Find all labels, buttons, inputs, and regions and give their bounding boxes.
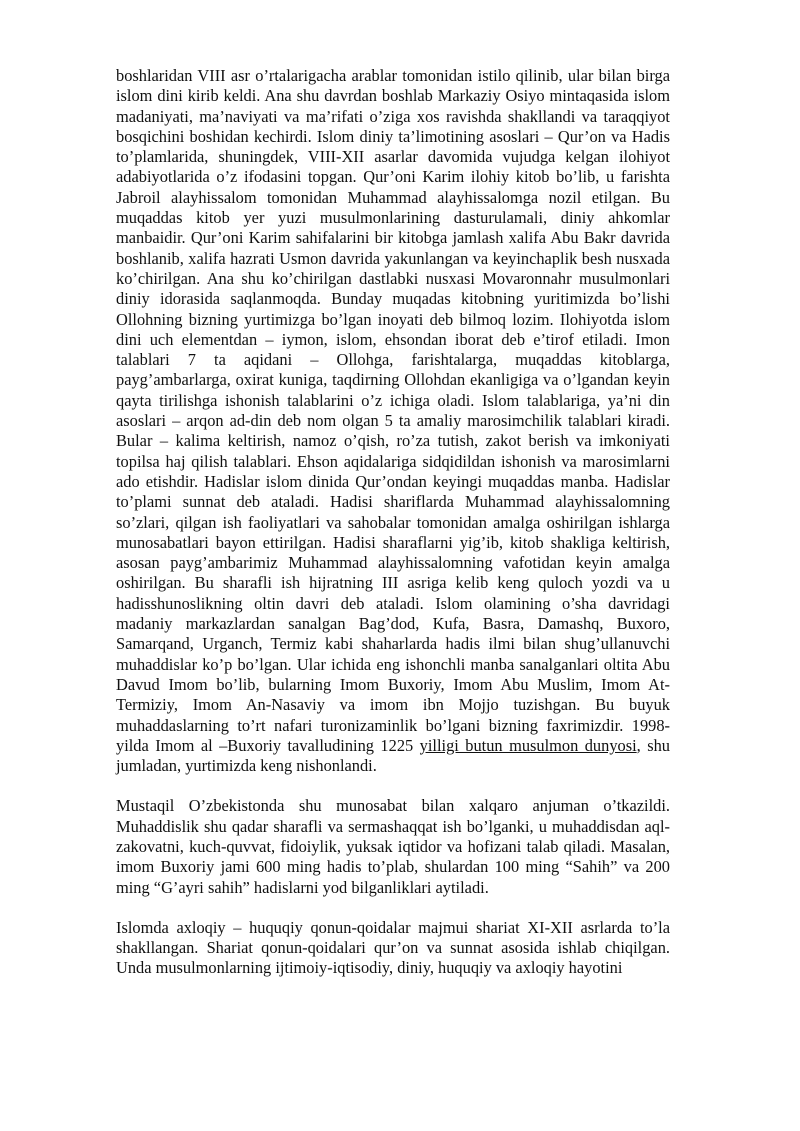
paragraph-1-tail: , shu jumladan, yurtimizda keng nishonlandi. — [116, 735, 670, 776]
paragraph-gap — [116, 776, 670, 796]
paragraph-1-text: boshlaridan VIII asr o’rtalarigacha arablar tomonidan istilo qilinib, ular bilan birga islom dini kirib keldi. Ana shu davrdan boshlab Markaziy Osiyo mintaqasida islom madaniyati, ma’naviyati va ma’rifati o’ziga xos ravishda shakllandi va taraqqiyot bosqichini boshidan kechirdi. Islom diniy ta’limotining asoslari – Qur’on va Hadis to’plamlarida, shuningdek, VIII-XII asarlar davomida vujudga kelgan ilohiyot adabiyotlarida o’z ifodasini topgan. Qur’oni Karim ilohiy kitob bo’lib, u farishta Jabroil alayhissalom tomonidan Muhammad alayhissalomga nozil etilgan. Bu muqaddas kitob yer yuzi musulmonlarining dasturulamali, diniy ahkomlar manbaidir. Qur’oni Karim sahifalarini bir kitobga jamlash xalifa Abu Bakr davrida boshlanib, xalifa hazrati Usmon davrida yakunlangan va keyinchaplik besh nusxada ko’chirilgan. Ana shu ko’chirilgan dastlabki nusxasi Movaronnahr musulmonlari diniy idorasida saqlanmoqda. Bunday muqadas kitobning yuritimizda bo’lishi Ollohning bizning yurtimizga bo’lgan inoyati deb bilmoq lozim. Ilohiyotda islom dini uch elementdan – iymon, islom, ehsondan iborat deb e’tirof etiladi. Imon talablari 7 ta aqidani – Ollohga, farishtalarga, muqaddas kitoblarga, payg’ambarlarga, oxirat kuniga, taqdirning Ollohdan ekanligiga va o’lgandan keyin qayta tirilishga ishonish talablarini o’z ichiga oladi. Islom talablariga, ya’ni din asoslari – arqon ad-din deb nom olgan 5 ta amaliy marosimchilik talablari kiradi. Bular – kalima keltirish, namoz o’qish, ro’za tutish, zakot berish va imkoniyati topilsa haj qilish talablari. Ehson aqidalariga sidqidildan ishonish va marosimlarni ado etishdir. Hadislar islom dinida Qur’ondan keyingi muqaddas manba. Hadislar to’plami sunnat deb ataladi. Hadisi shariflarda Muhammad alayhissalomning so’zlari, qilgan ish faoliyatlari va sahobalar tomonidan amalga oshirilgan ishlarga munosabatlari bayon ettirilgan. Hadisi sharaflarni yig’ib, kitob shakliga keltirish, asosan payg’ambarimiz Muhammad alayhissalomning vafotidan keyin amalga oshirilgan. Bu sharafli ish hijratning III asriga kelib keng quloch yozdi va u hadisshunoslikning oltin davri deb ataladi. Islom olamining o’sha davridagi madaniy markazlardan sanalgan Bag’dod, Kufa, Basra, Damashq, Buxoro, Samarqand, Urganch, Termiz kabi shaharlarda hadis ilmi bilan shug’ullanuvchi muhaddislar ko’p bo’lgan. Ular ichida eng ishonchli manba sanalganlari oltita Abu Davud Imom bo’lib, bularning Imom Buxoriy, Imom Abu Muslim, Imom At-Termiziy, Imom An-Nasaviy va imom ibn Mojjo tuzishgan. Bu buyuk muhaddaslarning to’rt nafari turonizaminlik bo’lgani bizning faxrimizdir. 1998-yilda Imom al –Buxoriy tavalludining 1225 — [116, 66, 670, 755]
underlined-phrase: yilligi butun musulmon dunyosi — [419, 735, 637, 755]
paragraph-2: Mustaqil O’zbekistonda shu munosabat bilan xalqaro anjuman o’tkazildi. Muhaddislik shu qadar sharafli va sermashaqqat ish bo’lganki, u muhaddisdan aql-zakovatni, kuch-quvvat, fidoiylik, yuksak iqtidor va hofizani talab qiladi. Masalan, imom Buxoriy jami 600 ming hadis to’plab, shulardan 100 ming “Sahih” va 200 ming “G’ayri sahih” hadislarni yod bilganliklari aytiladi. — [116, 796, 670, 897]
paragraph-3: Islomda axloqiy – huquqiy qonun-qoidalar majmui shariat XI-XII asrlarda to’la shakllangan. Shariat qonun-qoidalari qur’on va sunnat asosida ishlab chiqilgan. Unda musulmonlarning ijtimoiy-iqtisodiy, diniy, huquqiy va axloqiy hayotini — [116, 917, 670, 978]
paragraph-gap — [116, 898, 670, 918]
document-page — [116, 66, 670, 979]
paragraph-1 — [116, 66, 670, 776]
